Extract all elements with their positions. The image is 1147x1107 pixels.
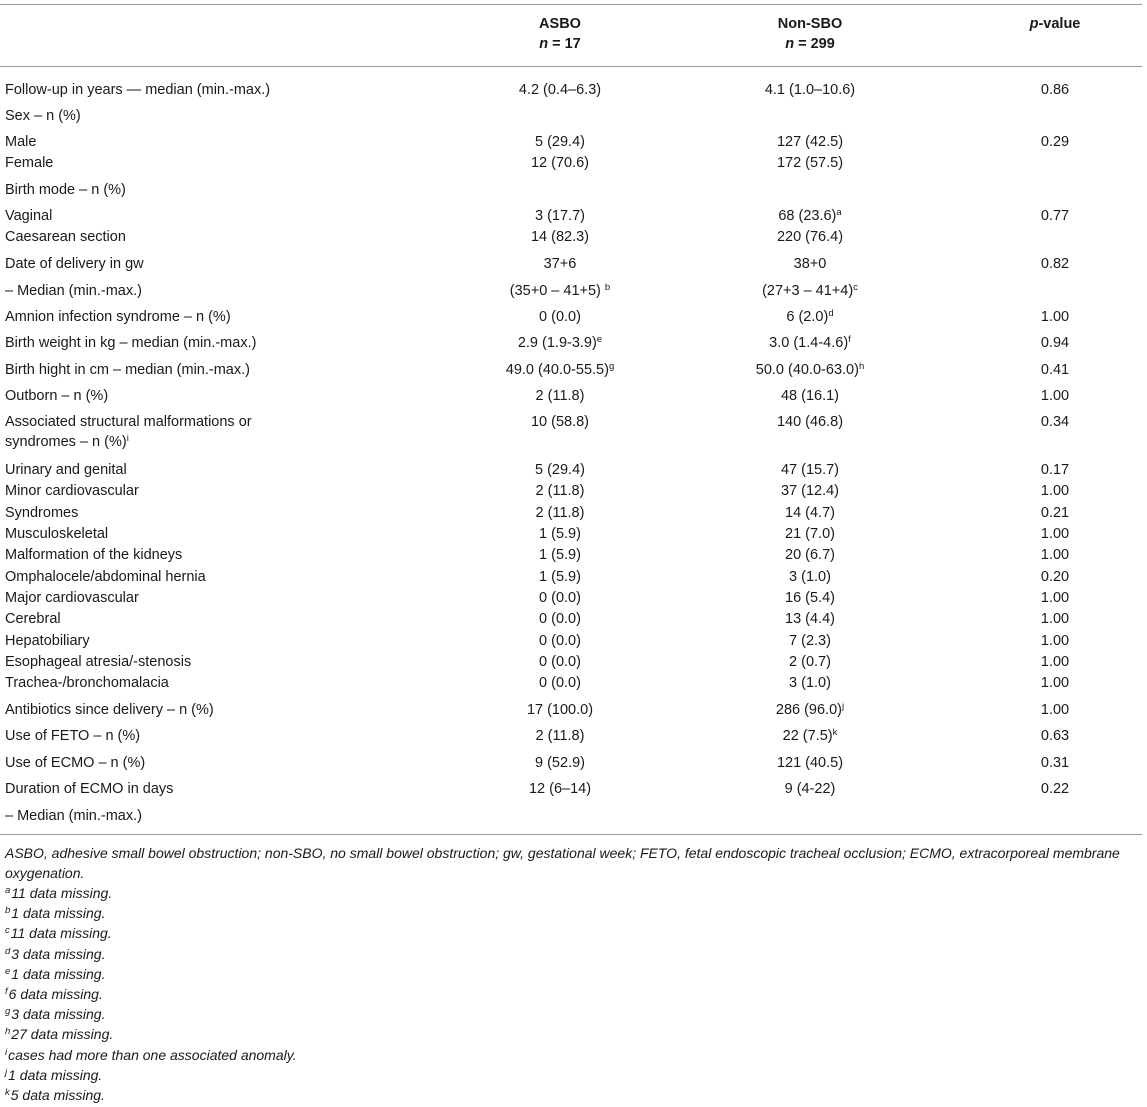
- row-label: Amnion infection syndrome – n (%): [5, 309, 231, 325]
- p-value: 1.00: [1040, 654, 1070, 670]
- footnote-item: $^d$3 data missing.: [5, 945, 106, 962]
- nonsbo-value: 13 (4.4): [785, 611, 835, 627]
- row-label: Outborn – n (%): [5, 388, 109, 404]
- p-value: 0.17: [1040, 462, 1070, 478]
- asbo-value: 1 (5.9): [539, 569, 581, 585]
- row-label: Male: [5, 134, 37, 150]
- footnote-marker: a: [836, 207, 842, 218]
- p-value: 1.00: [1040, 388, 1070, 404]
- footnote-marker: g: [608, 361, 615, 372]
- footnote-marker: i: [126, 433, 129, 444]
- row-label: Cerebral: [5, 611, 61, 627]
- nonsbo-value: $(27+3 - 41+4)^c$: [762, 282, 858, 299]
- p-value: 1.00: [1040, 633, 1070, 649]
- asbo-value: 0 (0.0): [539, 309, 581, 325]
- row-label: Hepatobiliary: [5, 633, 90, 649]
- asbo-value: 0 (0.0): [539, 590, 581, 606]
- nonsbo-value: 172 (57.5): [776, 155, 844, 171]
- asbo-value: 9 (52.9): [535, 755, 585, 771]
- row-label: Antibiotics since delivery – n (%): [5, 702, 214, 718]
- asbo-value: 3 (17.7): [535, 208, 585, 224]
- row-label: Associated structural malformations or syndromes – n (%)$^i$: [5, 414, 252, 450]
- footnote-marker: c: [853, 282, 858, 293]
- p-value: 0.86: [1040, 82, 1070, 98]
- nonsbo-value: 121 (40.5): [776, 755, 844, 771]
- table-bottom-rule: [0, 834, 1142, 835]
- footnote-marker: j: [841, 701, 845, 712]
- footnote-item: $^b$1 data missing.: [5, 905, 106, 922]
- p-value: 0.22: [1040, 781, 1070, 797]
- asbo-value: 2 (11.8): [535, 728, 585, 744]
- footnote-marker: h: [858, 361, 865, 372]
- row-label: Date of delivery in gw: [5, 256, 144, 272]
- asbo-value: 1 (5.9): [539, 547, 581, 563]
- nonsbo-value: 7 (2.3): [789, 633, 831, 649]
- footnote-item: $^f$6 data missing.: [5, 986, 103, 1002]
- nonsbo-value: 20 (6.7): [785, 547, 835, 563]
- p-value: 0.21: [1040, 505, 1070, 521]
- nonsbo-value: 48 (16.1): [780, 388, 840, 404]
- header-asbo: ASBO n = 17: [539, 16, 581, 52]
- row-label: Major cardiovascular: [5, 590, 139, 606]
- row-label: Malformation of the kidneys: [5, 547, 183, 563]
- row-label: Omphalocele/abdominal hernia: [5, 569, 206, 585]
- row-label: Female: [5, 155, 54, 171]
- asbo-value: 37+6: [543, 256, 577, 272]
- row-label: – Median (min.-max.): [5, 808, 142, 824]
- row-label: – Median (min.-max.): [5, 283, 142, 299]
- footnote-item: $^a$11 data missing.: [5, 885, 113, 901]
- row-label: Use of FETO – n (%): [5, 728, 141, 744]
- p-value: 1.00: [1040, 309, 1070, 325]
- asbo-value: 5 (29.4): [535, 134, 585, 150]
- asbo-value: 0 (0.0): [539, 675, 581, 691]
- nonsbo-value: 14 (4.7): [785, 505, 835, 521]
- footnote-item: $^c$11 data missing.: [5, 925, 112, 942]
- footnote-marker: k: [832, 727, 838, 738]
- nonsbo-value: 37 (12.4): [780, 483, 840, 499]
- nonsbo-value: 68 $(23.6)^a$: [778, 207, 842, 224]
- row-label: Birth hight in cm – median (min.-max.): [5, 362, 250, 378]
- row-label: Syndromes: [5, 505, 79, 521]
- row-label: Duration of ECMO in days: [5, 781, 174, 797]
- footnote-marker: b: [604, 282, 611, 293]
- nonsbo-value: 4.1 (1.0–10.6): [764, 82, 856, 98]
- header-p-value: p-value: [1029, 16, 1081, 32]
- row-label: Caesarean section: [5, 229, 126, 245]
- asbo-value: 12 (6–14): [528, 781, 592, 797]
- p-value: 0.63: [1040, 728, 1070, 744]
- asbo-value: 2 (11.8): [535, 388, 585, 404]
- row-label: Sex – n (%): [5, 108, 81, 124]
- p-value: 0.34: [1040, 414, 1070, 430]
- asbo-value: 1 (5.9): [539, 526, 581, 542]
- p-value: 0.29: [1040, 134, 1070, 150]
- nonsbo-value: 3 (1.0): [789, 675, 831, 691]
- header-nonsbo: Non-SBO n = 299: [777, 16, 843, 52]
- nonsbo-value: 3 (1.0): [789, 569, 831, 585]
- nonsbo-value: 16 (5.4): [785, 590, 835, 606]
- p-value: 1.00: [1040, 675, 1070, 691]
- asbo-value: 0 (0.0): [539, 654, 581, 670]
- footnote-item: $^k$5 data missing.: [5, 1087, 105, 1103]
- nonsbo-value: 22 $(7.5)^k$: [782, 727, 838, 744]
- nonsbo-value: 127 (42.5): [776, 134, 844, 150]
- row-label: Musculoskeletal: [5, 526, 109, 542]
- table-top-rule: [0, 4, 1142, 5]
- p-value: 1.00: [1040, 526, 1070, 542]
- footnote-item: $^h$27 data missing.: [5, 1026, 114, 1043]
- p-value: 1.00: [1040, 590, 1070, 606]
- footnote-marker: e: [596, 334, 603, 345]
- asbo-value: 2 (11.8): [535, 505, 585, 521]
- asbo-value: 2.9 $(1.9-3.9)^e$: [517, 334, 603, 351]
- nonsbo-value: 2 (0.7): [789, 654, 831, 670]
- asbo-value: 12 (70.6): [530, 155, 590, 171]
- header-rule: [0, 66, 1142, 67]
- footnote-abbreviations: ASBO, adhesive small bowel obstruction; non-SBO, no small bowel obstruction; gw, gestational week; FETO, fetal endoscopic tracheal occlusion; ECMO, extracorporeal membrane oxygenation.: [5, 845, 1120, 881]
- footnote-item: $^j$1 data missing.: [5, 1066, 103, 1083]
- asbo-value: 5 (29.4): [535, 462, 585, 478]
- nonsbo-value: 50.0 $(40.0-63.0)^h$: [755, 361, 865, 378]
- row-label: Esophageal atresia/-stenosis: [5, 654, 192, 670]
- row-label: Birth weight in kg – median (min.-max.): [5, 335, 257, 351]
- nonsbo-value: 220 (76.4): [776, 229, 844, 245]
- p-value: 0.31: [1040, 755, 1070, 771]
- footnote-item: $^g$3 data missing.: [5, 1006, 106, 1023]
- asbo-value: 2 (11.8): [535, 483, 585, 499]
- nonsbo-value: 286 $(96.0)^j$: [775, 701, 845, 718]
- p-value: 0.20: [1040, 569, 1070, 585]
- asbo-value: 49.0 $(40.0-55.5)^g$: [505, 361, 615, 378]
- p-value: 1.00: [1040, 483, 1070, 499]
- footnote-item: $^e$1 data missing.: [5, 965, 106, 982]
- asbo-value: (35+0 – 41+5) $^b$: [509, 282, 611, 299]
- row-label: Birth mode – n (%): [5, 182, 126, 198]
- row-label: Use of ECMO – n (%): [5, 755, 146, 771]
- nonsbo-value: 6 $(2.0)^d$: [786, 308, 834, 325]
- row-label: Trachea-/bronchomalacia: [5, 675, 169, 691]
- nonsbo-value: 140 (46.8): [776, 414, 844, 430]
- row-label: Urinary and genital: [5, 462, 127, 478]
- footnote-marker: d: [828, 308, 834, 319]
- p-value: 0.94: [1040, 335, 1070, 351]
- row-label: Follow-up in years — median (min.-max.): [5, 82, 271, 98]
- asbo-value: 10 (58.8): [530, 414, 590, 430]
- footnote-marker: f: [848, 334, 851, 345]
- nonsbo-value: 47 (15.7): [780, 462, 840, 478]
- p-value: 0.41: [1040, 362, 1070, 378]
- p-value: 0.77: [1040, 208, 1070, 224]
- nonsbo-value: 21 (7.0): [785, 526, 835, 542]
- asbo-value: 14 (82.3): [530, 229, 590, 245]
- p-value: 0.82: [1040, 256, 1070, 272]
- row-label: Minor cardiovascular: [5, 483, 139, 499]
- footnote-item: $^i$cases had more than one associated anomaly.: [5, 1046, 297, 1063]
- nonsbo-value: 3.0 $(1.4-4.6)^f$: [769, 334, 851, 351]
- row-label: Vaginal: [5, 208, 53, 224]
- asbo-value: 0 (0.0): [539, 633, 581, 649]
- asbo-value: 0 (0.0): [539, 611, 581, 627]
- nonsbo-value: 9 (4-22): [784, 781, 836, 797]
- asbo-value: 4.2 (0.4–6.3): [518, 82, 602, 98]
- nonsbo-value: 38+0: [793, 256, 827, 272]
- p-value: 1.00: [1040, 547, 1070, 563]
- p-value: 1.00: [1040, 702, 1070, 718]
- asbo-value: 17 (100.0): [526, 702, 594, 718]
- p-value: 1.00: [1040, 611, 1070, 627]
